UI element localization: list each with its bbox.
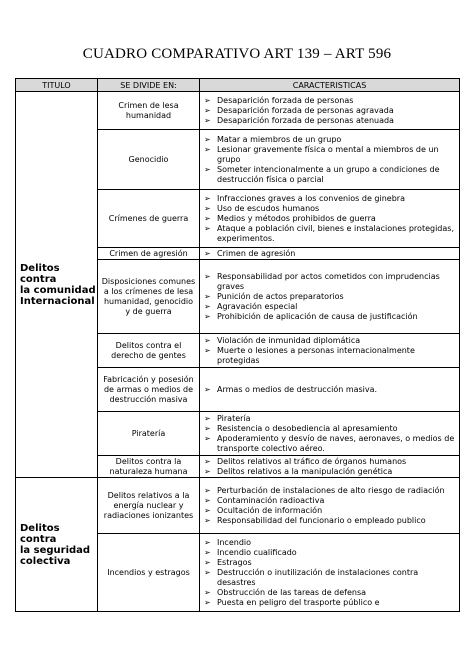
- list-item: ➢ Desaparición forzada de personas atenuada: [202, 116, 457, 126]
- group-title-line: Delitos: [20, 522, 60, 534]
- group-title-line: colectiva: [20, 555, 71, 567]
- list-item: ➢ Medios y métodos prohibidos de guerra: [202, 214, 457, 224]
- list-item: ➢ Contaminación radioactiva: [202, 496, 457, 506]
- list-item: ➢ Violación de inmunidad diplomática: [202, 336, 457, 346]
- characteristics-cell: [200, 456, 460, 478]
- group-title-line: contra: [20, 273, 57, 285]
- group-title-seguridad-colectiva: [16, 478, 98, 612]
- list-item: ➢ Prohibición de aplicación de causa de justificación: [202, 312, 457, 322]
- subcategory-cell: Piratería: [98, 412, 200, 456]
- list-item: ➢ Responsabilidad del funcionario o empleado publico: [202, 516, 457, 526]
- list-item: ➢ Resistencia o desobediencia al apresamiento: [202, 424, 457, 434]
- list-item: ➢ Ocultación de información: [202, 506, 457, 516]
- list-item: ➢ Agravación especial: [202, 302, 457, 312]
- table-row: [16, 478, 460, 534]
- subcategory-cell: Genocidio: [98, 130, 200, 190]
- characteristics-cell: [200, 534, 460, 612]
- characteristics-cell: [200, 248, 460, 260]
- list-item: ➢ Desaparición forzada de personas: [202, 96, 457, 106]
- list-item: ➢ Crimen de agresión: [202, 249, 457, 259]
- list-item: ➢ Muerte o lesiones a personas internacionalmente protegidas: [202, 346, 457, 366]
- list-item: ➢ Delitos relativos al tráfico de órganos humanos: [202, 457, 457, 467]
- characteristics-cell: [200, 92, 460, 130]
- group-title-line: Internacional: [20, 295, 95, 307]
- list-item: ➢ Infracciones graves a los convenios de ginebra: [202, 194, 457, 204]
- characteristics-cell: [200, 368, 460, 412]
- list-item: ➢ Delitos relativos a la manipulación genética: [202, 467, 457, 477]
- list-item: ➢ Destrucción o inutilización de instalaciones contra desastres: [202, 568, 457, 588]
- header-divide: SE DIVIDE EN:: [98, 79, 200, 92]
- list-item: ➢ Desaparición forzada de personas agravada: [202, 106, 457, 116]
- list-item: ➢ Incendio: [202, 538, 457, 548]
- list-item: ➢ Armas o medios de destrucción masiva.: [202, 385, 457, 395]
- characteristics-cell: [200, 130, 460, 190]
- subcategory-cell: Crimen de lesa humanidad: [98, 92, 200, 130]
- list-item: ➢ Responsabilidad por actos cometidos con imprudencias graves: [202, 272, 457, 292]
- characteristics-cell: [200, 412, 460, 456]
- characteristics-cell: [200, 334, 460, 368]
- group-title-comunidad-internacional: [16, 92, 98, 478]
- list-item: ➢ Someter intencionalmente a un grupo a condiciones de destrucción física o parcial: [202, 165, 457, 185]
- subcategory-cell: Delitos relativos a la energía nuclear y radiaciones ionizantes: [98, 478, 200, 534]
- group-title-line: la comunidad: [20, 284, 96, 296]
- subcategory-cell: Delitos contra el derecho de gentes: [98, 334, 200, 368]
- comparison-table: [15, 78, 460, 612]
- document-title: CUADRO COMPARATIVO ART 139 – ART 596: [82, 46, 392, 62]
- subcategory-cell: Crímenes de guerra: [98, 190, 200, 248]
- group-title-line: la seguridad: [20, 544, 91, 556]
- group-title-line: contra: [20, 533, 57, 545]
- subcategory-cell: Fabricación y posesión de armas o medios de destrucción masiva: [98, 368, 200, 412]
- subcategory-cell: Disposiciones comunes a los crímenes de lesa humanidad, genocidio y de guerra: [98, 260, 200, 334]
- header-titulo: TITULO: [16, 79, 98, 92]
- list-item: ➢ Estragos: [202, 558, 457, 568]
- characteristics-cell: [200, 478, 460, 534]
- characteristics-cell: [200, 260, 460, 334]
- list-item: ➢ Apoderamiento y desvío de naves, aeronaves, o medios de transporte colectivo aéreo.: [202, 434, 457, 454]
- characteristics-cell: [200, 190, 460, 248]
- list-item: ➢ Punición de actos preparatorios: [202, 292, 457, 302]
- list-item: ➢ Uso de escudos humanos: [202, 204, 457, 214]
- list-item: ➢ Ataque a población civil, bienes e instalaciones protegidas, experimentos.: [202, 224, 457, 244]
- list-item: ➢ Puesta en peligro del trasporte público e: [202, 598, 457, 608]
- table-row: [16, 92, 460, 130]
- subcategory-cell: Incendios y estragos: [98, 534, 200, 612]
- subcategory-cell: Delitos contra la naturaleza humana: [98, 456, 200, 478]
- list-item: ➢ Incendio cualificado: [202, 548, 457, 558]
- list-item: ➢ Perturbación de instalaciones de alto riesgo de radiación: [202, 486, 457, 496]
- list-item: ➢ Matar a miembros de un grupo: [202, 135, 457, 145]
- list-item: ➢ Obstrucción de las tareas de defensa: [202, 588, 457, 598]
- group-title-line: Delitos: [20, 262, 60, 274]
- list-item: ➢ Lesionar gravemente física o mental a miembros de un grupo: [202, 145, 457, 165]
- subcategory-cell: Crimen de agresión: [98, 248, 200, 260]
- header-row: [16, 79, 460, 92]
- header-caracteristicas: CARACTERISTICAS: [200, 79, 460, 92]
- list-item: ➢ Piratería: [202, 414, 457, 424]
